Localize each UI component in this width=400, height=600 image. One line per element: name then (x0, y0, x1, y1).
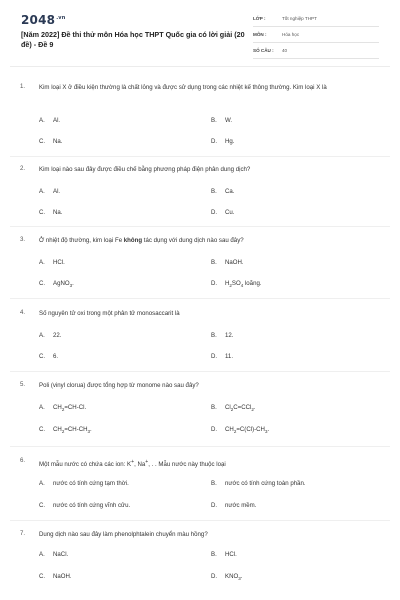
question-number: 5. (20, 381, 26, 388)
question-number: 4. (20, 309, 26, 316)
option-c[interactable]: C. Na. (39, 209, 63, 216)
option-b[interactable]: B. NaOH. (211, 259, 244, 266)
meta-value: 40 (282, 48, 288, 53)
meta-label: SỐ CÂU : (253, 48, 274, 53)
question-text: Kim loại X ở điều kiện thường là chất lỏng và được sử dụng trong các nhiệt kế thông thường. Kim loại X là (39, 84, 327, 91)
option-d[interactable]: D. nước mềm. (211, 502, 257, 509)
question-divider (10, 226, 390, 227)
document-title: [Năm 2022] Đề thi thử môn Hóa học THPT Quốc gia có lời giải (20 đề) - Đề 9 (21, 30, 245, 49)
emphasis-not: không (123, 237, 143, 244)
option-c[interactable]: C. nước có tính cứng vĩnh cửu. (39, 502, 131, 509)
site-logo[interactable] (21, 13, 66, 27)
meta-row-count (253, 46, 379, 59)
option-d[interactable]: D. Cu. (211, 209, 235, 216)
meta-label: MÔN : (253, 32, 267, 37)
question-divider (10, 371, 390, 372)
page-header (0, 0, 400, 62)
option-d[interactable]: D. 11. (211, 353, 234, 360)
question-number: 1. (20, 83, 26, 90)
option-d[interactable]: D. $KNO_3$. (211, 573, 243, 582)
option-a[interactable]: A. Al. (39, 188, 61, 195)
option-a[interactable]: A. HCl. (39, 259, 65, 266)
option-b[interactable]: B. HCl. (211, 551, 237, 558)
option-b[interactable]: B. Ca. (211, 188, 235, 195)
option-a[interactable]: A. nước có tính cứng tạm thời. (39, 480, 129, 487)
meta-row-class (253, 14, 379, 27)
question-divider (10, 156, 390, 157)
question-text: Poli (vinyl clorua) được tổng hợp từ monome nào sau đây? (39, 382, 199, 389)
question-text: Kim loại nào sau đây được điều chế bằng phương pháp điện phân dung dịch? (39, 166, 251, 173)
option-c[interactable]: C. AgNO$_3$. (39, 280, 74, 289)
option-b[interactable]: B. nước có tính cứng toàn phần. (211, 480, 306, 487)
question-number: 7. (20, 530, 26, 537)
question-number: 6. (20, 457, 26, 464)
option-a[interactable]: A. Al. (39, 117, 61, 124)
option-c[interactable]: C. $CH_2=CH-CH_3$. (39, 426, 92, 435)
header-divider (10, 66, 390, 67)
question-divider (10, 520, 390, 521)
logo-suffix: .vn (56, 15, 66, 21)
option-d[interactable]: D. $CH_2=C(Cl)-CH_3$. (211, 426, 270, 435)
option-b[interactable]: B. 12. (211, 332, 234, 339)
question-divider (10, 446, 390, 447)
option-a[interactable]: A. NaCl. (39, 551, 69, 558)
question-text: Dung dịch nào sau đây làm phenolphtalein chuyển màu hồng? (39, 531, 208, 538)
meta-value: Hóa học (282, 32, 300, 37)
logo-text: 2048 (21, 13, 56, 27)
option-b[interactable]: B. W. (211, 117, 233, 124)
option-b[interactable]: B. $Cl_2C=CCl_2$. (211, 404, 256, 413)
question-number: 2. (20, 165, 26, 172)
option-c[interactable]: C. NaOH. (39, 573, 72, 580)
option-c[interactable]: C. Na. (39, 138, 63, 145)
option-c[interactable]: C. 6. (39, 353, 59, 360)
meta-label: LỚP : (253, 16, 266, 21)
option-d[interactable]: D. $H_2SO_4$ loãng. (211, 280, 262, 289)
question-text: Ở nhiệt độ thường, kim loại Fe không tác dụng với dung dịch nào sau đây? (39, 237, 244, 244)
question-number: 3. (20, 236, 26, 243)
option-d[interactable]: D. Hg. (211, 138, 235, 145)
meta-value: Tốt nghiệp THPT (282, 16, 317, 21)
meta-row-subject (253, 30, 379, 43)
question-text: Một mẫu nước có chứa các ion: K+, Na+, . . Mẫu nước này thuộc loại (39, 459, 226, 469)
exam-meta (253, 14, 379, 62)
question-divider (10, 298, 390, 299)
option-a[interactable]: A. 22. (39, 332, 62, 339)
question-text: Số nguyên tử oxi trong một phân tử monosaccarit là (39, 310, 180, 317)
option-a[interactable]: A. $CH_2=CH-Cl$. (39, 404, 87, 413)
